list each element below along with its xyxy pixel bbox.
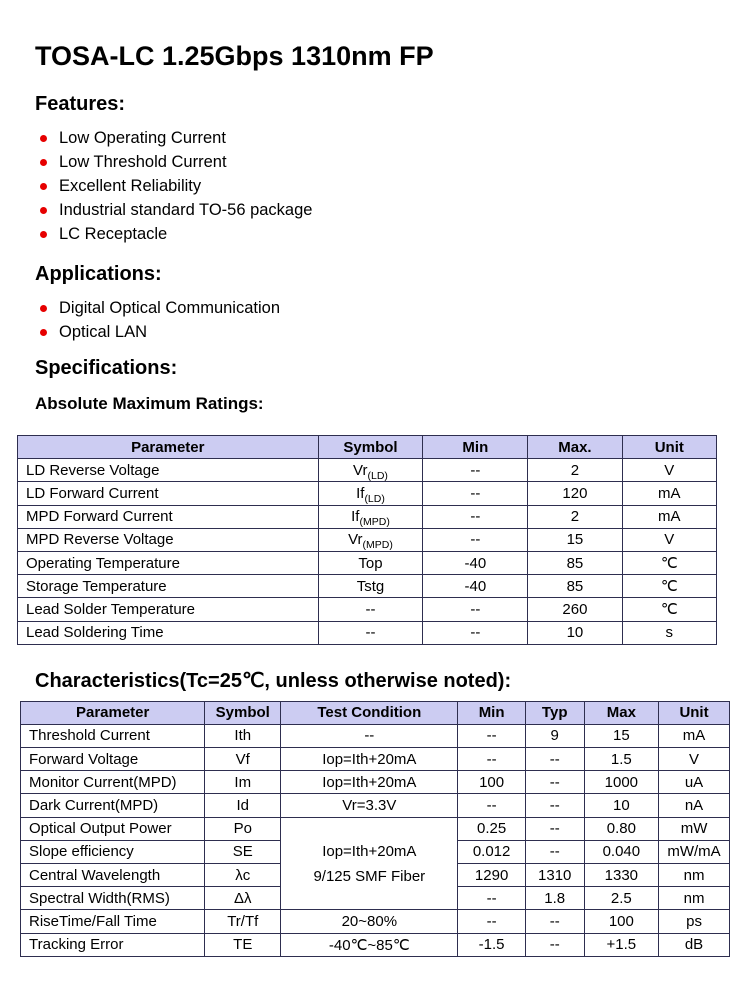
table-row <box>18 505 717 528</box>
col-header-max: Max <box>584 701 658 724</box>
cell-max: 2 <box>528 505 622 528</box>
table-row <box>18 598 717 621</box>
cell-symbol: Top <box>318 551 423 574</box>
cell-symbol: λc <box>205 864 281 887</box>
cell-unit: nA <box>659 794 730 817</box>
cell-parameter: Tracking Error <box>21 933 205 956</box>
cell-unit: ℃ <box>622 598 716 621</box>
cell-max: 1.5 <box>584 748 658 771</box>
table-row <box>18 575 717 598</box>
feature-label: Excellent Reliability <box>59 177 202 195</box>
cell-unit: s <box>622 621 716 644</box>
table-row <box>21 748 730 771</box>
cell-parameter: Central Wavelength <box>21 864 205 887</box>
cell-parameter: Monitor Current(MPD) <box>21 771 205 794</box>
cell-max: 85 <box>528 575 622 598</box>
cell-min: -- <box>458 748 525 771</box>
cell-symbol: Vf <box>205 748 281 771</box>
col-header-min: Min <box>458 701 525 724</box>
cell-unit: nm <box>659 864 730 887</box>
specifications-heading: Specifications: <box>35 357 178 379</box>
cell-test-condition: Iop=Ith+20mA <box>281 748 458 771</box>
page-title: TOSA-LC 1.25Gbps 1310nm FP <box>35 41 434 71</box>
cell-max: 100 <box>584 910 658 933</box>
application-label: Optical LAN <box>59 323 148 341</box>
characteristics-table <box>20 701 730 957</box>
cell-parameter: Optical Output Power <box>21 817 205 840</box>
cell-test-condition: -- <box>281 724 458 747</box>
cell-max: 1330 <box>584 864 658 887</box>
applications-list <box>35 296 750 344</box>
col-header-symbol: Symbol <box>205 701 281 724</box>
table-row <box>21 933 730 956</box>
cell-max: 15 <box>584 724 658 747</box>
list-item <box>35 198 750 222</box>
cell-min: -- <box>458 794 525 817</box>
cell-test-condition: Iop=Ith+20mA <box>281 771 458 794</box>
cell-min: -- <box>423 621 528 644</box>
cell-unit: mA <box>659 724 730 747</box>
cell-unit: ℃ <box>622 575 716 598</box>
cell-typ: -- <box>525 794 584 817</box>
bullet-icon <box>40 183 47 190</box>
cell-symbol: TE <box>205 933 281 956</box>
col-header-min: Min <box>423 436 528 459</box>
cell-symbol: -- <box>318 621 423 644</box>
cell-symbol: Po <box>205 817 281 840</box>
cell-symbol: Tr/Tf <box>205 910 281 933</box>
cell-symbol: Ith <box>205 724 281 747</box>
list-item <box>35 174 750 198</box>
cell-symbol: Id <box>205 794 281 817</box>
cell-max: 1000 <box>584 771 658 794</box>
features-heading: Features: <box>35 93 126 115</box>
list-item <box>35 126 750 150</box>
cell-parameter: Slope efficiency <box>21 840 205 863</box>
cell-symbol: Tstg <box>318 575 423 598</box>
cell-typ: -- <box>525 933 584 956</box>
feature-label: Low Operating Current <box>59 129 226 147</box>
cell-max: 120 <box>528 482 622 505</box>
cell-parameter: MPD Reverse Voltage <box>18 528 319 551</box>
bullet-icon <box>40 207 47 214</box>
cell-min: -- <box>458 887 525 910</box>
cell-test-condition: 20~80% <box>281 910 458 933</box>
list-item <box>35 320 750 344</box>
cell-parameter: MPD Forward Current <box>18 505 319 528</box>
cell-min: 0.25 <box>458 817 525 840</box>
cell-max: 10 <box>584 794 658 817</box>
cell-typ: -- <box>525 910 584 933</box>
cell-symbol: SE <box>205 840 281 863</box>
cell-min: -1.5 <box>458 933 525 956</box>
cell-test-condition-merged: Iop=Ith+20mA 9/125 SMF Fiber <box>281 817 458 910</box>
cell-parameter: LD Reverse Voltage <box>18 459 319 482</box>
features-list <box>35 126 750 246</box>
characteristics-heading: Characteristics(Tc=25℃, unless otherwise noted): <box>35 669 512 692</box>
feature-label: Low Threshold Current <box>59 153 227 171</box>
col-header-parameter: Parameter <box>21 701 205 724</box>
cell-parameter: LD Forward Current <box>18 482 319 505</box>
cell-parameter: Threshold Current <box>21 724 205 747</box>
cell-parameter: Lead Solder Temperature <box>18 598 319 621</box>
cell-parameter: Storage Temperature <box>18 575 319 598</box>
cell-min: 0.012 <box>458 840 525 863</box>
table-row <box>18 482 717 505</box>
cell-parameter: Lead Soldering Time <box>18 621 319 644</box>
cell-max: 0.80 <box>584 817 658 840</box>
table-row <box>18 551 717 574</box>
cell-parameter: Forward Voltage <box>21 748 205 771</box>
col-header-unit: Unit <box>622 436 716 459</box>
cell-typ: 9 <box>525 724 584 747</box>
cell-unit: mA <box>622 505 716 528</box>
bullet-icon <box>40 159 47 166</box>
cell-parameter: Spectral Width(RMS) <box>21 887 205 910</box>
cell-typ: -- <box>525 817 584 840</box>
cell-symbol: $Vr_{(MPD)}$ <box>318 528 423 551</box>
cell-min: -- <box>458 910 525 933</box>
table-header-row <box>18 436 717 459</box>
cell-typ: 1.8 <box>525 887 584 910</box>
table-row <box>18 621 717 644</box>
cell-min: -- <box>458 724 525 747</box>
cell-parameter: Dark Current(MPD) <box>21 794 205 817</box>
cell-parameter: RiseTime/Fall Time <box>21 910 205 933</box>
cell-unit: V <box>622 528 716 551</box>
table-row <box>21 817 730 840</box>
table-header-row <box>21 701 730 724</box>
cell-typ: -- <box>525 771 584 794</box>
bullet-icon <box>40 231 47 238</box>
cell-max: 2.5 <box>584 887 658 910</box>
cell-unit: uA <box>659 771 730 794</box>
cell-min: -- <box>423 598 528 621</box>
cell-unit: nm <box>659 887 730 910</box>
cell-max: 260 <box>528 598 622 621</box>
cell-min: -40 <box>423 575 528 598</box>
applications-heading: Applications: <box>35 263 162 285</box>
table-row <box>21 724 730 747</box>
table-row <box>18 459 717 482</box>
cell-symbol: Im <box>205 771 281 794</box>
list-item <box>35 222 750 246</box>
cell-max: +1.5 <box>584 933 658 956</box>
absolute-maximum-ratings-heading: Absolute Maximum Ratings: <box>35 394 264 413</box>
cell-max: 0.040 <box>584 840 658 863</box>
cell-unit: mA <box>622 482 716 505</box>
cell-max: 10 <box>528 621 622 644</box>
absolute-maximum-ratings-table <box>17 435 717 645</box>
cell-parameter: Operating Temperature <box>18 551 319 574</box>
cell-unit: ps <box>659 910 730 933</box>
cell-symbol: $If_{(LD)}$ <box>318 482 423 505</box>
table-row <box>21 771 730 794</box>
cell-test-condition: -40℃~85℃ <box>281 933 458 956</box>
cell-unit: ℃ <box>622 551 716 574</box>
cell-typ: 1310 <box>525 864 584 887</box>
list-item <box>35 296 750 320</box>
cell-unit: mW <box>659 817 730 840</box>
cell-typ: -- <box>525 840 584 863</box>
col-header-typ: Typ <box>525 701 584 724</box>
bullet-icon <box>40 135 47 142</box>
cell-typ: -- <box>525 748 584 771</box>
cell-min: -- <box>423 482 528 505</box>
cell-min: -- <box>423 528 528 551</box>
cell-max: 2 <box>528 459 622 482</box>
cell-min: -- <box>423 459 528 482</box>
cell-symbol: $Vr_{(LD)}$ <box>318 459 423 482</box>
cell-min: 1290 <box>458 864 525 887</box>
cell-unit: V <box>622 459 716 482</box>
col-header-max: Max. <box>528 436 622 459</box>
feature-label: Industrial standard TO-56 package <box>59 201 313 219</box>
cell-max: 15 <box>528 528 622 551</box>
cell-unit: V <box>659 748 730 771</box>
table-row <box>21 794 730 817</box>
cell-min: -- <box>423 505 528 528</box>
table-row <box>18 528 717 551</box>
cell-unit: mW/mA <box>659 840 730 863</box>
feature-label: LC Receptacle <box>59 225 168 243</box>
table-row <box>21 910 730 933</box>
col-header-symbol: Symbol <box>318 436 423 459</box>
list-item <box>35 150 750 174</box>
cell-symbol: $If_{(MPD)}$ <box>318 505 423 528</box>
application-label: Digital Optical Communication <box>59 299 281 317</box>
bullet-icon <box>40 329 47 336</box>
cell-test-condition: Vr=3.3V <box>281 794 458 817</box>
cell-symbol: -- <box>318 598 423 621</box>
cell-unit: dB <box>659 933 730 956</box>
cell-max: 85 <box>528 551 622 574</box>
col-header-test-condition: Test Condition <box>281 701 458 724</box>
col-header-parameter: Parameter <box>18 436 319 459</box>
bullet-icon <box>40 305 47 312</box>
cell-min: -40 <box>423 551 528 574</box>
cell-symbol: Δλ <box>205 887 281 910</box>
cell-min: 100 <box>458 771 525 794</box>
col-header-unit: Unit <box>659 701 730 724</box>
